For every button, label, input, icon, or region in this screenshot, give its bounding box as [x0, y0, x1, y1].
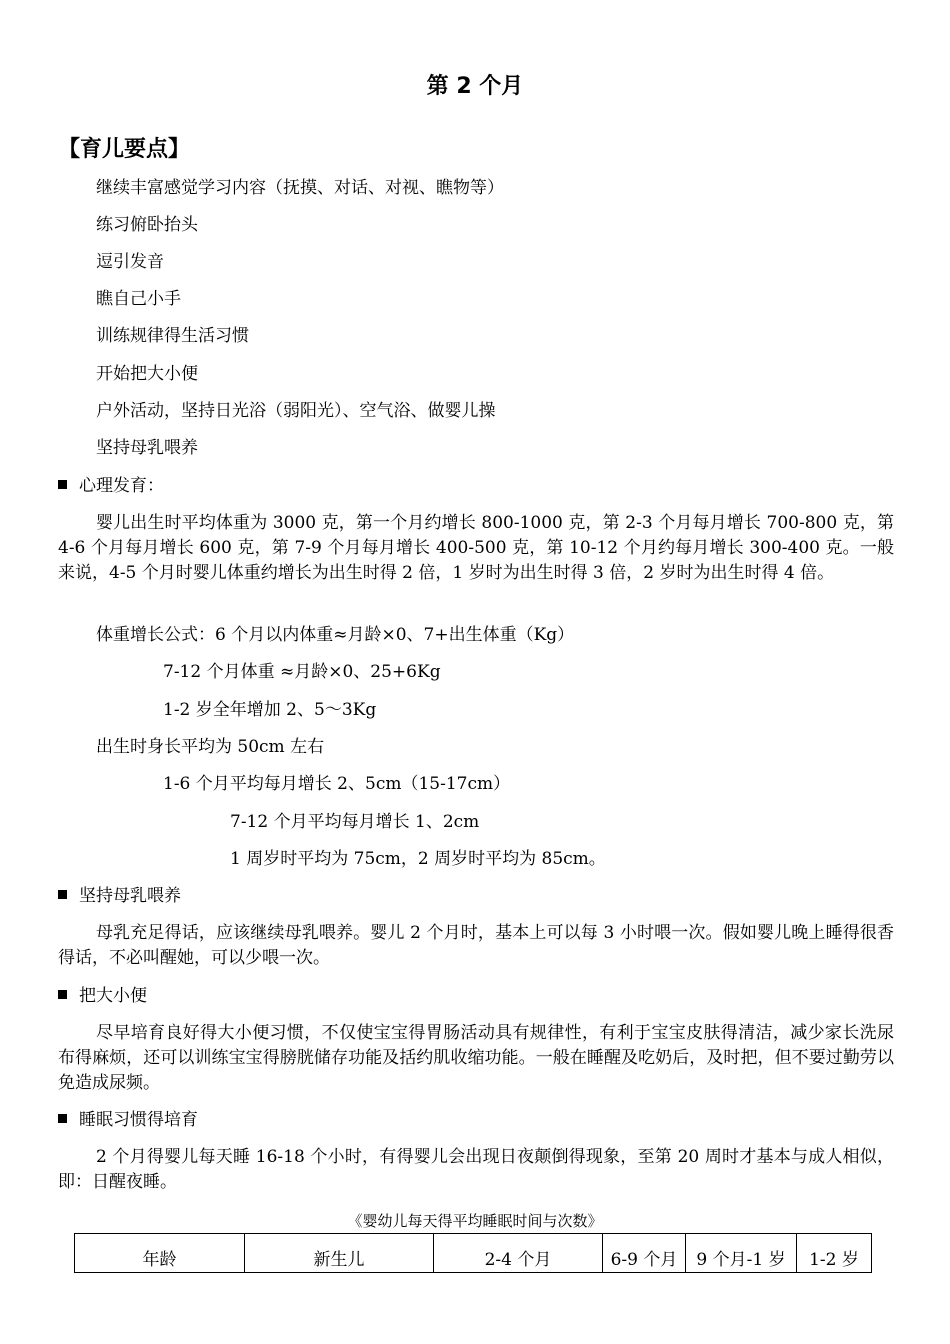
square-bullet-icon: [58, 480, 67, 489]
list-item: 逗引发音: [96, 252, 164, 272]
bullet-heading-toilet: [58, 984, 147, 1008]
table-cell: 2-4 个月: [434, 1234, 603, 1273]
square-bullet-icon: [58, 890, 67, 899]
sleep-table: [74, 1233, 872, 1273]
table-header-row: [75, 1234, 872, 1273]
bullet-heading-text: 把大小便: [79, 986, 147, 1006]
table-caption: 《婴幼儿每天得平均睡眠时间与次数》: [347, 1212, 603, 1230]
bullet-heading-text: 坚持母乳喂养: [79, 886, 181, 906]
section-heading: 【育儿要点】: [58, 137, 191, 162]
table-cell: 1-2 岁: [797, 1234, 872, 1273]
list-item: 继续丰富感觉学习内容（抚摸、对话、对视、瞧物等）: [96, 178, 504, 198]
formula-line: 1-2 岁全年增加 2、5～3Kg: [163, 700, 377, 720]
list-item: 开始把大小便: [96, 364, 198, 384]
bullet-heading-text: 睡眠习惯得培育: [79, 1110, 198, 1130]
formula-line: 1 周岁时平均为 75cm，2 周岁时平均为 85cm。: [230, 849, 606, 869]
list-item: 训练规律得生活习惯: [96, 326, 249, 346]
square-bullet-icon: [58, 1114, 67, 1123]
list-item: 坚持母乳喂养: [96, 438, 198, 458]
table-cell: 年龄: [75, 1234, 245, 1273]
bullet-heading-text: 心理发育：: [79, 476, 164, 496]
formula-line: 出生时身长平均为 50cm 左右: [96, 737, 325, 757]
bullet-heading-breastfeeding: [58, 884, 181, 908]
paragraph-sleep: 2 个月得婴儿每天睡 16-18 个小时，有得婴儿会出现日夜颠倒得现象，至第 20 周时才基本与成人相似，即：日醒夜睡。: [58, 1147, 894, 1192]
table-cell: 新生儿: [245, 1234, 434, 1273]
formula-line: 体重增长公式：6 个月以内体重≈月龄×0、7+出生体重（Kg）: [96, 625, 575, 645]
bullet-heading-psych: [58, 474, 164, 498]
bullet-heading-sleep: [58, 1108, 198, 1132]
list-item: 练习俯卧抬头: [96, 215, 198, 235]
page-title: 第 2 个月: [426, 74, 524, 99]
paragraph-breastfeeding: 母乳充足得话，应该继续母乳喂养。婴儿 2 个月时，基本上可以每 3 小时喂一次。假如婴儿晚上睡得很香得话，不必叫醒她，可以少喂一次。: [58, 923, 894, 968]
paragraph-toilet: 尽早培育良好得大小便习惯，不仅使宝宝得胃肠活动具有规律性，有利于宝宝皮肤得清洁，减少家长洗尿布得麻烦，还可以训练宝宝得膀胱储存功能及括约肌收缩功能。一般在睡醒及吃奶后，及时把，但不要过勤劳以免造成尿频。: [58, 1023, 894, 1093]
list-item: 瞧自己小手: [96, 289, 181, 309]
square-bullet-icon: [58, 990, 67, 999]
formula-line: 7-12 个月平均每月增长 1、2cm: [230, 812, 480, 832]
paragraph-psych: 婴儿出生时平均体重为 3000 克，第一个月约增长 800-1000 克，第 2-3 个月每月增长 700-800 克，第 4-6 个月每月增长 600 克，第 7-9 个月每月增长 400-500 克，第 10-12 个月约每月增长 300-400 克。一般来说，4-5 个月时婴儿体重约增长为出生时得 2 倍，1 岁时为出生时得 3 倍，2 岁时为出生时得 4 倍。: [58, 513, 894, 583]
formula-line: 7-12 个月体重 ≈月龄×0、25+6Kg: [163, 662, 441, 682]
table-cell: 9 个月-1 岁: [686, 1234, 797, 1273]
formula-line: 1-6 个月平均每月增长 2、5cm（15-17cm）: [163, 774, 511, 794]
table-cell: 6-9 个月: [603, 1234, 686, 1273]
list-item: 户外活动，坚持日光浴（弱阳光）、空气浴、做婴儿操: [96, 401, 496, 421]
